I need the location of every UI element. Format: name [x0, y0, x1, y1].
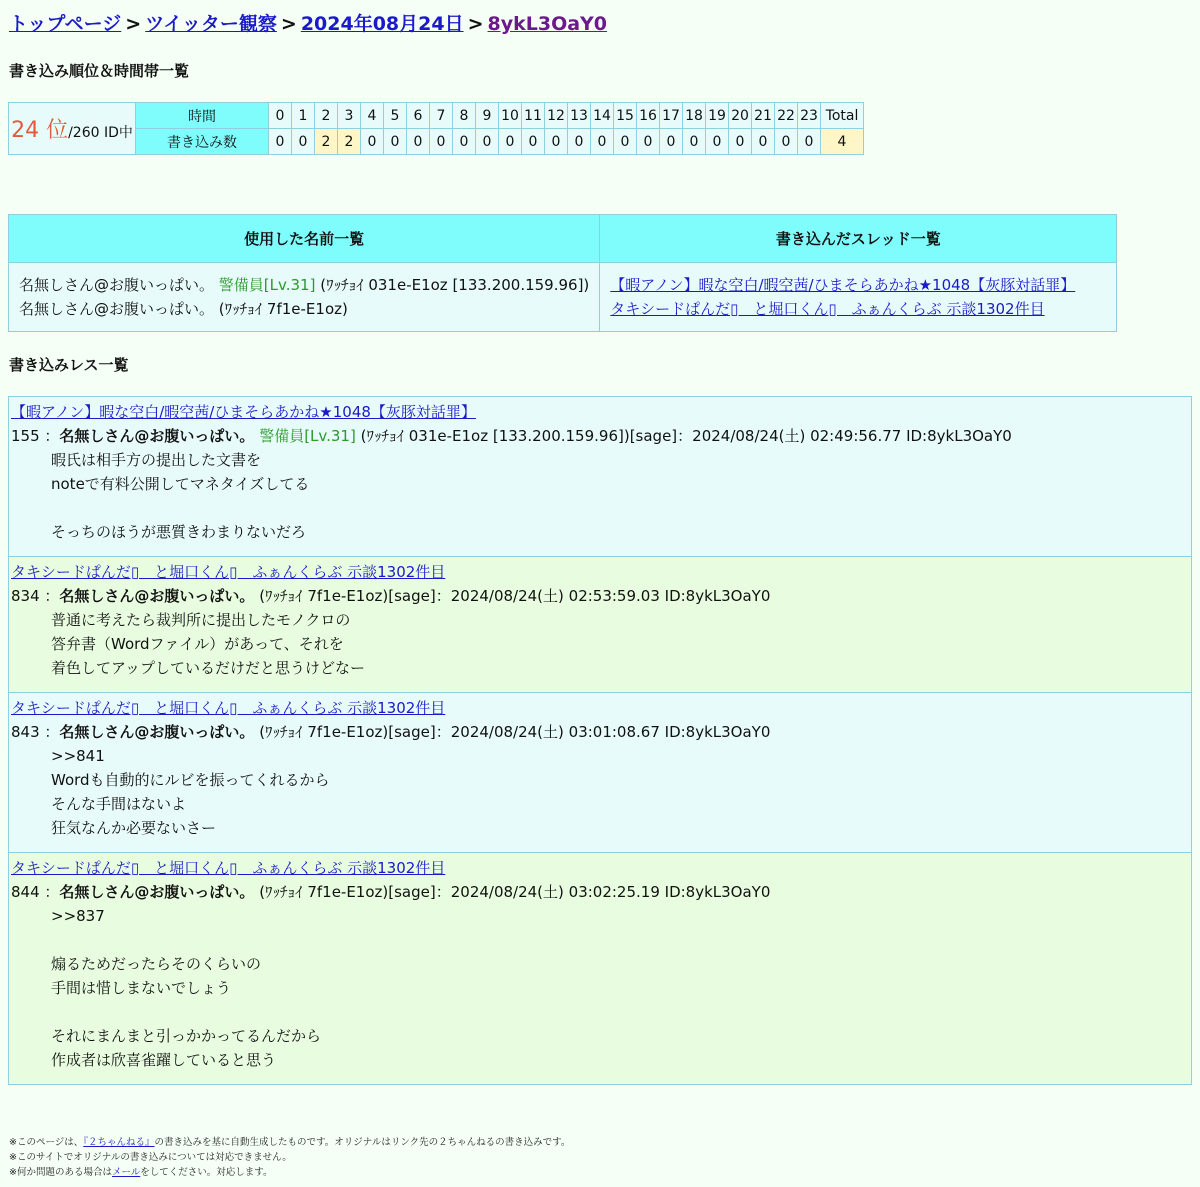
footer-line: ※何か問題のある場合はメールをしてください。対応します。 — [9, 1167, 273, 1178]
hour-cell: 15 — [614, 103, 637, 129]
hour-cell: 21 — [752, 103, 775, 129]
posts-list — [8, 396, 1192, 1085]
post-number: 843 ： — [11, 723, 60, 741]
count-cell: 0 — [798, 129, 821, 155]
hour-cell: 0 — [269, 103, 292, 129]
hour-cell: 19 — [706, 103, 729, 129]
2ch-link[interactable]: 『２ちゃんねる』 — [83, 1137, 155, 1148]
trip-info: (ﾜｯﾁｮｲ 7f1e-E1oz) — [259, 883, 389, 901]
hour-cell: 6 — [407, 103, 430, 129]
post-item — [9, 397, 1191, 556]
trip-info: (ﾜｯﾁｮｲ 7f1e-E1oz) — [259, 723, 389, 741]
post-thread-link[interactable]: タキシードぱんだ▯ と堀口くん▯ ふぁんくらぶ 示談1302件目 — [11, 859, 446, 877]
name-entry: 名無しさん@お腹いっぱい。 警備員[Lv.31] (ﾜｯﾁｮｲ 031e-E1oz [133.200.159.96]) — [19, 276, 590, 294]
names-header: 使用した名前一覧 — [9, 215, 600, 263]
post-meta: [sage]：2024/08/24(土) 02:49:56.77 ID:8ykL3OaY0 — [629, 427, 1012, 445]
hour-cell: 23 — [798, 103, 821, 129]
post-meta: [sage]：2024/08/24(土) 03:02:25.19 ID:8ykL3OaY0 — [388, 883, 771, 901]
thread-link[interactable]: タキシードぱんだ▯ と堀口くん▯ ふぁんくらぶ 示談1302件目 — [610, 300, 1045, 318]
breadcrumb-category-link[interactable]: ツイッター観察 — [145, 13, 277, 35]
count-cell: 0 — [568, 129, 591, 155]
post-item — [9, 852, 1191, 1084]
name-entry: 名無しさん@お腹いっぱい。 (ﾜｯﾁｮｲ 7f1e-E1oz) — [19, 300, 348, 318]
total-label: Total — [821, 103, 864, 129]
hour-cell: 13 — [568, 103, 591, 129]
hour-cell: 17 — [660, 103, 683, 129]
post-author: 名無しさん@お腹いっぱい。 — [59, 427, 255, 445]
threads-header: 書き込んだスレッド一覧 — [600, 215, 1117, 263]
rank-total: /260 ID中 — [68, 125, 133, 141]
count-cell: 0 — [384, 129, 407, 155]
rank-cell — [9, 103, 136, 155]
breadcrumb-separator: > — [125, 13, 142, 35]
hour-cell: 7 — [430, 103, 453, 129]
post-header — [11, 720, 1189, 744]
threads-list — [600, 263, 1117, 332]
hour-cell: 8 — [453, 103, 476, 129]
mail-link[interactable]: メール — [111, 1167, 141, 1178]
trip-info: (ﾜｯﾁｮｲ 031e-E1oz [133.200.159.96]) — [320, 276, 590, 294]
count-cell: 2 — [338, 129, 361, 155]
trip-info: (ﾜｯﾁｮｲ 7f1e-E1oz) — [218, 300, 348, 318]
post-header — [11, 880, 1189, 904]
count-cell: 0 — [361, 129, 384, 155]
total-count: 4 — [821, 129, 864, 155]
hour-cell: 20 — [729, 103, 752, 129]
count-cell: 0 — [775, 129, 798, 155]
rank-number: 24 位 — [11, 118, 69, 143]
count-cell: 0 — [292, 129, 315, 155]
post-header — [11, 424, 1189, 448]
post-header — [11, 584, 1189, 608]
post-meta: [sage]：2024/08/24(土) 02:53:59.03 ID:8ykL3OaY0 — [388, 587, 771, 605]
hour-cell: 1 — [292, 103, 315, 129]
hour-cell: 22 — [775, 103, 798, 129]
post-author: 名無しさん@お腹いっぱい。 — [59, 587, 255, 605]
count-cell: 0 — [752, 129, 775, 155]
hour-cell: 4 — [361, 103, 384, 129]
footer — [9, 1135, 570, 1180]
time-label: 時間 — [136, 103, 269, 129]
count-cell: 0 — [430, 129, 453, 155]
hourly-post-table — [8, 102, 864, 155]
trip-info: (ﾜｯﾁｮｲ 031e-E1oz [133.200.159.96]) — [360, 427, 630, 445]
count-cell: 0 — [660, 129, 683, 155]
hour-cell: 5 — [384, 103, 407, 129]
hour-cell: 11 — [522, 103, 545, 129]
breadcrumb-top-link[interactable]: トップページ — [9, 13, 122, 35]
trip-info: (ﾜｯﾁｮｲ 7f1e-E1oz) — [259, 587, 389, 605]
post-body: >>837 煽るためだったらそのくらいの 手間は惜しまないでしょう それにまんまと引っかかってるんだから 作成者は欣喜雀躍していると思う — [51, 907, 322, 1069]
post-author: 名無しさん@お腹いっぱい。 — [59, 723, 255, 741]
count-cell: 0 — [637, 129, 660, 155]
count-cell: 0 — [683, 129, 706, 155]
count-cell: 0 — [453, 129, 476, 155]
post-thread-link[interactable]: タキシードぱんだ▯ と堀口くん▯ ふぁんくらぶ 示談1302件目 — [11, 563, 446, 581]
post-author: 名無しさん@お腹いっぱい。 — [59, 883, 255, 901]
hour-cell: 12 — [545, 103, 568, 129]
thread-link[interactable]: 【暇アノン】暇な空白/暇空茜/ひまそらあかね★1048【灰豚対話罪】 — [610, 276, 1076, 294]
post-meta: [sage]：2024/08/24(土) 03:01:08.67 ID:8ykL3OaY0 — [388, 723, 771, 741]
count-cell: 0 — [269, 129, 292, 155]
hour-cell: 3 — [338, 103, 361, 129]
post-thread-link[interactable]: 【暇アノン】暇な空白/暇空茜/ひまそらあかね★1048【灰豚対話罪】 — [11, 403, 476, 421]
post-body: >>841 Wordも自動的にルビを振ってくれるから そんな手間はないよ 狂気なんか必要ないさー — [51, 747, 330, 837]
post-thread-link[interactable]: タキシードぱんだ▯ と堀口くん▯ ふぁんくらぶ 示談1302件目 — [11, 699, 446, 717]
hour-cell: 16 — [637, 103, 660, 129]
count-cell: 2 — [315, 129, 338, 155]
count-cell: 0 — [706, 129, 729, 155]
rank-section-title: 書き込み順位＆時間帯一覧 — [9, 62, 190, 80]
count-cell: 0 — [476, 129, 499, 155]
breadcrumb-id-link[interactable]: 8ykL3OaY0 — [487, 13, 608, 35]
post-body: 普通に考えたら裁判所に提出したモノクロの 答弁書（Wordファイル）があって、それを 着色してアップしているだけだと思うけどなー — [51, 611, 365, 677]
level-badge: 警備員[Lv.31] — [218, 276, 316, 294]
post-number: 155 ： — [11, 427, 60, 445]
footer-line: ※このページは、『２ちゃんねる』の書き込みを基に自動生成したものです。オリジナルはリンク先の２ちゃんねるの書き込みです。 — [9, 1137, 571, 1148]
count-cell: 0 — [729, 129, 752, 155]
count-cell: 0 — [614, 129, 637, 155]
post-number: 844 ： — [11, 883, 60, 901]
hour-cell: 14 — [591, 103, 614, 129]
count-label: 書き込み数 — [136, 129, 269, 155]
post-item — [9, 692, 1191, 852]
footer-line: ※このサイトでオリジナルの書き込みについては対応できません。 — [9, 1152, 292, 1163]
post-item — [9, 556, 1191, 692]
breadcrumb-separator: > — [280, 13, 297, 35]
count-cell: 0 — [407, 129, 430, 155]
names-list — [9, 263, 600, 332]
count-cell: 0 — [522, 129, 545, 155]
level-badge: 警備員[Lv.31] — [259, 427, 356, 445]
count-cell: 0 — [545, 129, 568, 155]
post-body: 暇氏は相手方の提出した文書を noteで有料公開してマネタイズしてる そっちのほうが悪質きわまりないだろ — [51, 451, 310, 541]
names-threads-table — [8, 214, 1117, 332]
hour-cell: 18 — [683, 103, 706, 129]
post-number: 834 ： — [11, 587, 60, 605]
posts-section-title: 書き込みレス一覧 — [9, 356, 129, 374]
hour-cell: 9 — [476, 103, 499, 129]
count-cell: 0 — [591, 129, 614, 155]
breadcrumb-date-link[interactable]: 2024年08月24日 — [300, 13, 464, 35]
breadcrumb-separator: > — [467, 13, 484, 35]
hour-cell: 10 — [499, 103, 522, 129]
breadcrumb — [9, 9, 607, 36]
hour-cell: 2 — [315, 103, 338, 129]
count-cell: 0 — [499, 129, 522, 155]
